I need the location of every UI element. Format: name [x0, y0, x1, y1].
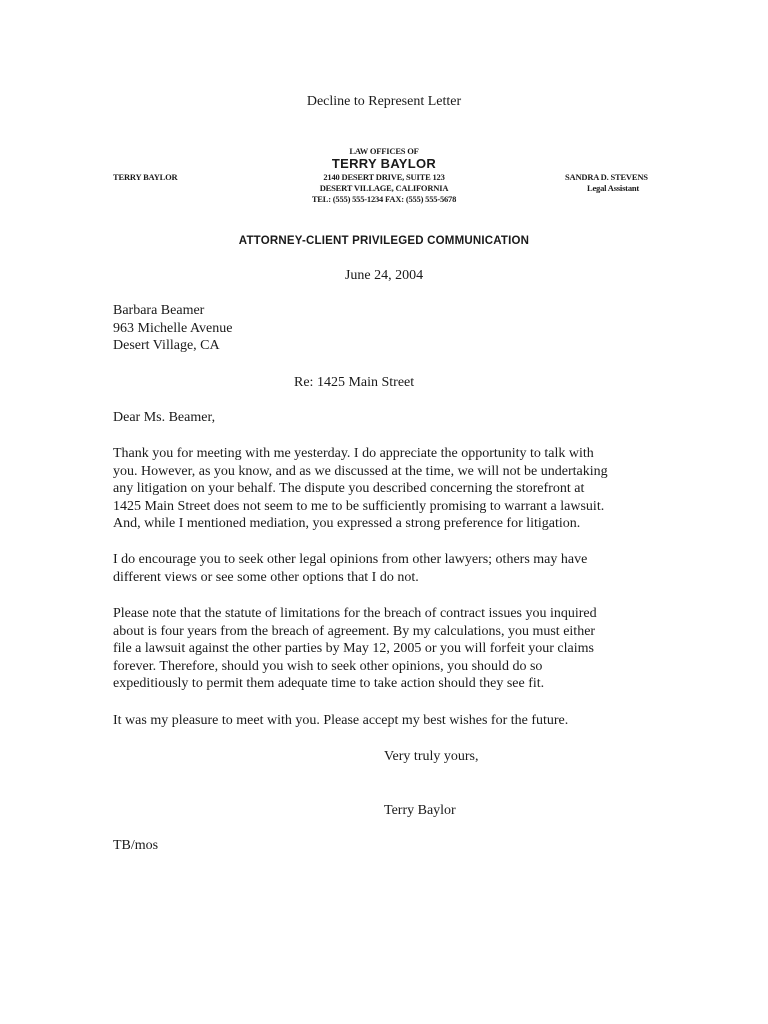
paragraph-line: different views or see some other options that I do not. — [113, 569, 419, 585]
body-paragraph — [113, 551, 673, 586]
letter-date: June 24, 2004 — [344, 268, 424, 283]
document-title: Decline to Represent Letter — [306, 94, 462, 109]
paragraph-line: file a lawsuit against the other parties by May 12, 2005 or you will forfeit your claims — [113, 641, 594, 657]
paragraph-line: expeditiously to permit them adequate time to take action should they see fit. — [113, 676, 545, 692]
firm-address-line1: 2140 DESERT DRIVE, SUITE 123 — [323, 172, 445, 182]
paragraph-line: about is four years from the breach of agreement. By my calculations, you must either — [113, 623, 596, 639]
paragraph-line: It was my pleasure to meet with you. Please accept my best wishes for the future. — [113, 713, 569, 728]
subject-line: Re: 1425 Main Street — [294, 375, 415, 390]
paragraph-line: And, while I mentioned mediation, you expressed a strong preference for litigation. — [113, 516, 581, 532]
firm-phone-fax: TEL: (555) 555-1234 FAX: (555) 555-5678 — [311, 194, 457, 204]
paragraph-line: forever. Therefore, should you wish to seek other opinions, you should do so — [113, 658, 543, 674]
law-offices-label: LAW OFFICES OF — [349, 146, 419, 156]
closing: Very truly yours, — [384, 749, 479, 764]
attorney-name: TERRY BAYLOR — [113, 172, 178, 182]
paragraph-line: Thank you for meeting with me yesterday. I do appreciate the opportunity to talk with — [113, 446, 594, 461]
typist-initials: TB/mos — [113, 838, 159, 853]
salutation: Dear Ms. Beamer, — [113, 410, 216, 425]
firm-name: TERRY BAYLOR — [331, 156, 437, 171]
body-paragraph — [113, 605, 673, 693]
paragraph-line: 1425 Main Street does not seem to me to be sufficiently promising to warrant a lawsuit. — [113, 498, 605, 514]
body-paragraph — [113, 712, 673, 730]
assistant-title: Legal Assistant — [587, 183, 640, 193]
paragraph-line: you. However, as you know, and as we discussed at the time, we will not be undertaking — [113, 463, 608, 479]
recipient-street: 963 Michelle Avenue — [113, 320, 233, 336]
privileged-notice: ATTORNEY-CLIENT PRIVILEGED COMMUNICATION — [238, 235, 530, 247]
recipient-city: Desert Village, CA — [113, 338, 220, 354]
recipient-address — [113, 302, 233, 355]
firm-address-line2: DESERT VILLAGE, CALIFORNIA — [319, 183, 449, 193]
assistant-name: SANDRA D. STEVENS — [565, 172, 648, 182]
recipient-name: Barbara Beamer — [113, 303, 205, 318]
body-paragraph — [113, 445, 673, 533]
paragraph-line: any litigation on your behalf. The dispute you described concerning the storefront at — [113, 481, 585, 497]
signer-name: Terry Baylor — [384, 803, 456, 818]
paragraph-line: I do encourage you to seek other legal opinions from other lawyers; others may have — [113, 552, 588, 567]
paragraph-line: Please note that the statute of limitations for the breach of contract issues you inquired — [113, 606, 597, 621]
